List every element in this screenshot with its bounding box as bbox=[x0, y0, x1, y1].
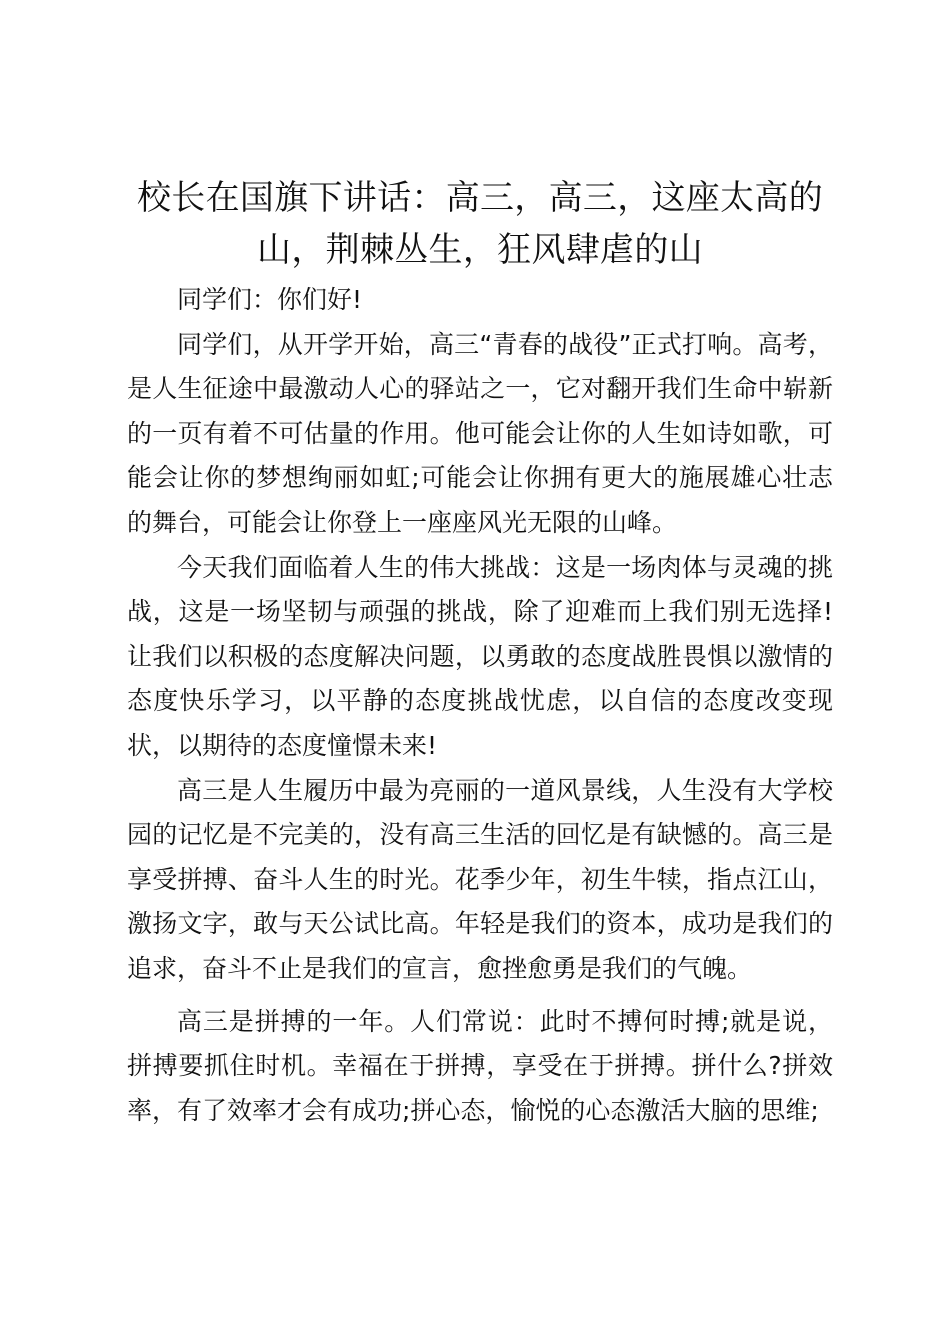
paragraph-3: 高三是人生履历中最为亮丽的一道风景线，人生没有大学校园的记忆是不完美的，没有高三生活的回忆是有缺憾的。高三是享受拼搏、奋斗人生的时光。花季少年，初生牛犊，指点江山，激扬文字，敢与天公试比高。年轻是我们的资本，成功是我们的追求，奋斗不止是我们的宣言，愈挫愈勇是我们的气魄。 bbox=[127, 775, 833, 983]
document-title: 校长在国旗下讲话：高三，高三，这座太高的山，荆棘丛生，狂风肆虐的山 bbox=[137, 178, 823, 270]
paragraph-1: 同学们，从开学开始，高三“青春的战役”正式打响。高考，是人生征途中最激动人心的驿站之一，它对翻开我们生命中崭新的一页有着不可估量的作用。他可能会让你的人生如诗如歌，可能会让你的梦想绚丽如虹;可能会让你拥有更大的施展雄心壮志的舞台，可能会让你登上一座座风光无限的山峰。 bbox=[127, 329, 833, 537]
paragraph-greeting: 同学们：你们好! bbox=[177, 285, 363, 314]
paragraph-4: 高三是拼搏的一年。人们常说：此时不搏何时搏;就是说，拼搏要抓住时机。幸福在于拼搏，享受在于拼搏。拼什么?拼效率，有了效率才会有成功;拼心态，愉悦的心态激活大脑的思维; bbox=[127, 1006, 833, 1125]
document-page bbox=[127, 172, 833, 1133]
paragraph-2: 今天我们面临着人生的伟大挑战：这是一场肉体与灵魂的挑战，这是一场坚韧与顽强的挑战，除了迎难而上我们别无选择!让我们以积极的态度解决问题，以勇敢的态度战胜畏惧以激情的态度快乐学习，以平静的态度挑战忧虑，以自信的态度改变现状，以期待的态度憧憬未来! bbox=[127, 552, 833, 760]
